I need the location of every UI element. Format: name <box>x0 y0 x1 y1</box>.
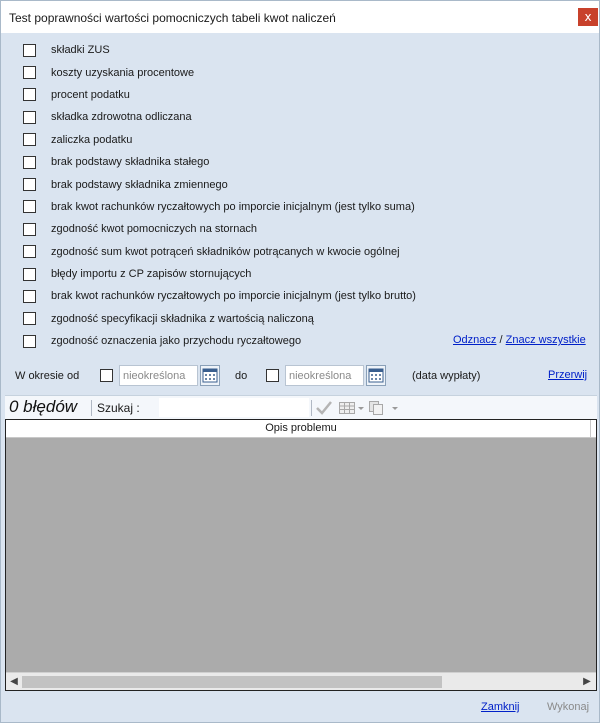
check-label: brak podstawy składnika stałego <box>51 156 210 169</box>
check-label: brak kwot rachunków ryczałtowych po imporcie inicjalnym (jest tylko brutto) <box>51 290 416 303</box>
check-row-tax-advance[interactable] <box>23 129 403 151</box>
check-row-storno[interactable] <box>23 218 403 240</box>
scroll-right-icon[interactable]: ▶ <box>583 676 591 687</box>
check-label: błędy importu z CP zapisów stornujących <box>51 268 252 281</box>
check-label: składka zdrowotna odliczana <box>51 111 192 124</box>
period-row <box>1 365 599 387</box>
from-date-input[interactable] <box>119 365 198 386</box>
uncheck-all-link[interactable]: Odznacz <box>453 334 497 346</box>
checkbox[interactable] <box>23 200 36 213</box>
checkbox[interactable] <box>23 178 36 191</box>
errors-count: 0 błędów <box>9 397 78 416</box>
check-label: procent podatku <box>51 88 130 101</box>
column-header-filler <box>590 420 596 438</box>
toolbar-separator <box>311 400 312 416</box>
chevron-down-icon[interactable] <box>391 399 399 417</box>
checkbox[interactable] <box>23 290 36 303</box>
toggle-separator: / <box>499 334 503 346</box>
payout-date-hint: (data wypłaty) <box>412 370 481 382</box>
checkbox[interactable] <box>23 133 36 146</box>
check-row-lump-sum-gross[interactable] <box>23 285 416 307</box>
check-row-import-errors[interactable] <box>23 263 403 285</box>
check-label: koszty uzyskania procentowe <box>51 66 195 79</box>
check-label: zgodność specyfikacji składnika z wartością naliczoną <box>51 312 314 325</box>
to-calendar-button[interactable] <box>366 365 386 386</box>
search-input[interactable] <box>159 398 309 417</box>
calendar-icon <box>367 366 385 385</box>
run-link[interactable]: Wykonaj <box>547 701 590 713</box>
check-label: zgodność oznaczenia jako przychodu ryczałtowego <box>51 335 302 348</box>
check-row-health[interactable] <box>23 106 403 128</box>
horizontal-scrollbar[interactable] <box>6 672 596 690</box>
copy-icon[interactable] <box>367 399 385 417</box>
test-checklist <box>23 39 416 352</box>
column-header-description[interactable]: Opis problemu <box>6 420 596 438</box>
check-row-tax-percent[interactable] <box>23 84 403 106</box>
from-calendar-button[interactable] <box>200 365 220 386</box>
check-all-link[interactable]: Znacz wszystkie <box>505 334 586 346</box>
checkbox[interactable] <box>23 66 36 79</box>
chevron-down-icon[interactable] <box>357 399 365 417</box>
check-label: zgodność kwot pomocniczych na stornach <box>51 223 258 236</box>
check-label: składki ZUS <box>51 44 110 57</box>
checkbox[interactable] <box>23 268 36 281</box>
results-toolbar <box>5 395 597 419</box>
check-row-income-flag[interactable] <box>23 330 403 352</box>
toggle-all <box>453 334 586 346</box>
results-grid[interactable] <box>5 419 597 691</box>
check-label: brak podstawy składnika zmiennego <box>51 178 228 191</box>
check-row-lump-sum[interactable] <box>23 196 415 218</box>
table-icon[interactable] <box>338 399 356 417</box>
checkbox[interactable] <box>23 223 36 236</box>
to-date-input[interactable] <box>285 365 364 386</box>
check-row-costs[interactable] <box>23 61 403 83</box>
checkbox[interactable] <box>23 156 36 169</box>
checkbox[interactable] <box>23 111 36 124</box>
to-label: do <box>235 370 248 382</box>
checkbox[interactable] <box>23 335 36 348</box>
window-title: Test poprawności wartości pomocniczych tabeli kwot naliczeń <box>9 11 336 25</box>
check-row-fixed-base[interactable] <box>23 151 403 173</box>
check-label: zaliczka podatku <box>51 133 133 146</box>
calendar-icon <box>201 366 219 385</box>
checkbox[interactable] <box>23 88 36 101</box>
check-row-spec[interactable] <box>23 308 403 330</box>
check-row-deductions[interactable] <box>23 241 403 263</box>
to-date-checkbox[interactable] <box>266 369 279 382</box>
checkbox[interactable] <box>23 44 36 57</box>
toolbar-separator <box>91 400 92 416</box>
checkbox[interactable] <box>23 312 36 325</box>
scroll-left-icon[interactable]: ◀ <box>10 676 18 687</box>
check-label: zgodność sum kwot potrąceń składników potrącanych w kwocie ogólnej <box>51 245 400 258</box>
scrollbar-thumb[interactable] <box>22 676 442 688</box>
close-window-button[interactable]: x <box>578 8 598 26</box>
from-date-checkbox[interactable] <box>100 369 113 382</box>
check-label: brak kwot rachunków ryczałtowych po imporcie inicjalnym (jest tylko suma) <box>51 200 415 213</box>
title-bar <box>1 1 599 33</box>
checkmark-icon[interactable] <box>315 399 333 417</box>
check-row-variable-base[interactable] <box>23 173 403 195</box>
search-label: Szukaj : <box>97 401 140 415</box>
check-row-zus[interactable] <box>23 39 403 61</box>
checkbox[interactable] <box>23 245 36 258</box>
interrupt-link[interactable]: Przerwij <box>548 369 588 381</box>
period-label: W okresie od <box>15 370 80 382</box>
close-link[interactable]: Zamknij <box>481 701 520 713</box>
